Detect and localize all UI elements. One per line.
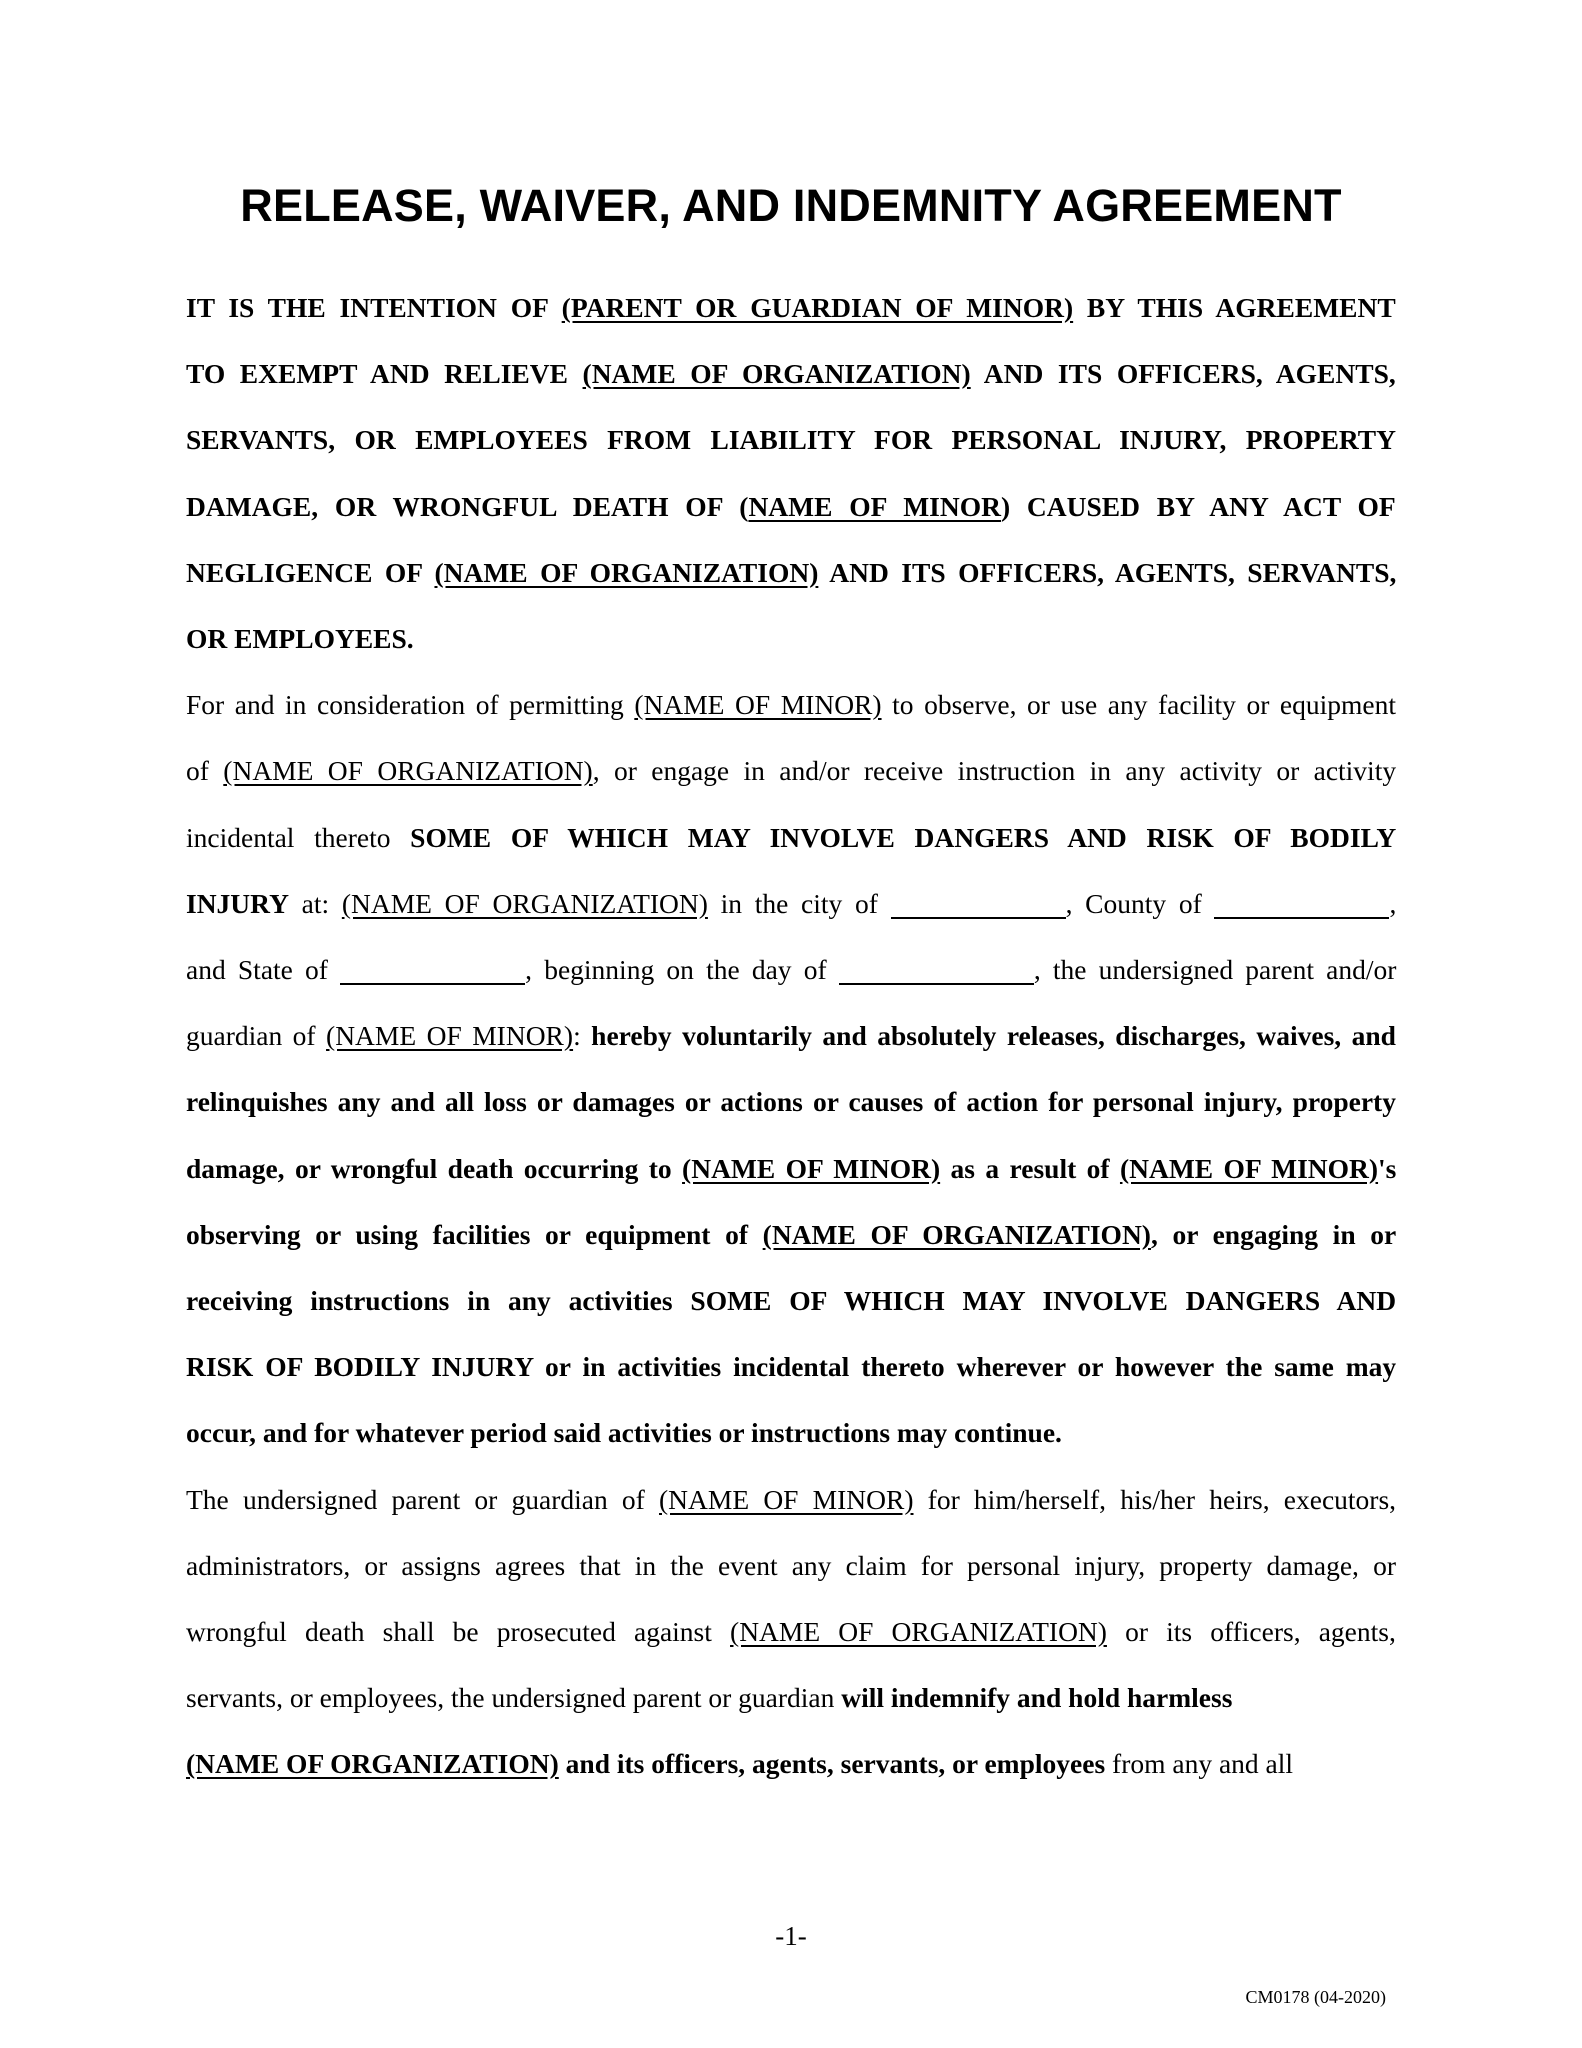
line-text: receiving instructions in any activities SOME OF WHICH MAY INVOLVE DANGERS AND [186, 1285, 1397, 1316]
line-text: RISK OF BODILY INJURY or in activities incidental thereto wherever or however the same may [186, 1351, 1397, 1383]
line-text: to observe, or use any facility or equipment [881, 689, 1397, 721]
line-text: , [1389, 887, 1397, 919]
agreement-line [186, 1347, 1396, 1387]
line-text: hereby voluntarily and absolutely releases, discharges, waives, and [591, 1020, 1396, 1052]
agreement-line [186, 420, 1396, 460]
line-text: and its officers, agents, servants, or employees [558, 1748, 1106, 1780]
line-text: AND ITS OFFICERS, AGENTS, [970, 358, 1396, 390]
line-text: servants, or employees, the undersigned parent or guardian [186, 1682, 842, 1714]
agreement-line [186, 1413, 1396, 1453]
fill-in-blank[interactable] [340, 953, 525, 985]
line-text: guardian of [186, 1020, 327, 1052]
placeholder-field: (NAME OF ORGANIZATION) [186, 1748, 559, 1780]
agreement-line [186, 1215, 1396, 1255]
placeholder-field: (NAME OF MINOR) [634, 689, 882, 721]
form-code: CM0178 (04-2020) [1245, 1987, 1386, 2007]
line-text: as a result of [940, 1152, 1120, 1184]
placeholder-field: (NAME OF MINOR) [1119, 1152, 1379, 1184]
line-text: SERVANTS, OR EMPLOYEES FROM LIABILITY FOR PERSONAL INJURY, PROPERTY [186, 424, 1397, 456]
placeholder-field: (NAME OF MINOR) [682, 1152, 941, 1184]
placeholder-field: (PARENT OR GUARDIAN OF MINOR) [561, 292, 1074, 323]
line-text: of [186, 755, 224, 787]
line-text: , beginning on the day of [525, 954, 839, 985]
placeholder-field: (NAME OF ORGANIZATION) [434, 556, 819, 588]
document-title: RELEASE, WAIVER, AND INDEMNITY AGREEMENT [240, 180, 1342, 231]
line-text: 's [1378, 1152, 1397, 1184]
fill-in-blank[interactable] [1214, 887, 1389, 919]
agreement-line [186, 1546, 1396, 1586]
line-text: from any and all [1105, 1748, 1294, 1780]
line-text: INJURY [186, 887, 289, 919]
line-text: OR EMPLOYEES. [186, 623, 414, 654]
line-text: BY THIS AGREEMENT [1073, 292, 1396, 323]
placeholder-field: (NAME OF ORGANIZATION) [341, 887, 708, 919]
agreement-line [186, 1612, 1396, 1652]
line-text: will indemnify and hold harmless [841, 1682, 1233, 1714]
agreement-line [186, 1082, 1396, 1122]
line-text: , County of [1065, 887, 1215, 919]
line-text: or its officers, agents, [1106, 1616, 1396, 1647]
line-text: damage, or wrongful death occurring to [186, 1152, 683, 1184]
agreement-line [186, 1480, 1396, 1520]
line-text: : [573, 1020, 592, 1052]
placeholder-field: (NAME OF ORGANIZATION) [582, 358, 971, 390]
placeholder-field: (NAME OF ORGANIZATION) [730, 1616, 1107, 1647]
line-text: AND ITS OFFICERS, AGENTS, SERVANTS, [818, 556, 1397, 588]
line-text: incidental thereto [186, 821, 411, 853]
placeholder-field: (NAME OF ORGANIZATION) [762, 1218, 1151, 1250]
line-text: TO EXEMPT AND RELIEVE [186, 358, 583, 390]
agreement-line [186, 619, 1396, 659]
line-text: , or engaging in or [1150, 1218, 1397, 1250]
line-text: IT IS THE INTENTION OF [186, 292, 562, 323]
fill-in-blank[interactable] [839, 953, 1034, 985]
line-text: observing or using facilities or equipment of [186, 1218, 763, 1250]
agreement-line [186, 1149, 1396, 1189]
agreement-line [186, 751, 1396, 791]
line-text: NEGLIGENCE OF [186, 556, 435, 588]
agreement-line [186, 1744, 1396, 1784]
line-text: , the undersigned parent and/or [1033, 954, 1397, 985]
agreement-line [186, 553, 1396, 593]
line-text: in the city of [707, 887, 891, 919]
agreement-line [186, 1016, 1396, 1056]
fill-in-blank[interactable] [891, 887, 1066, 919]
line-text: at: [288, 887, 342, 919]
line-text: The undersigned parent or guardian of [186, 1483, 660, 1515]
line-text: for him/herself, his/her heirs, executors, [913, 1483, 1397, 1515]
line-text: DAMAGE, OR WRONGFUL DEATH OF ( [186, 490, 749, 522]
agreement-line [186, 818, 1396, 858]
agreement-line [186, 685, 1396, 725]
agreement-line [186, 354, 1396, 394]
placeholder-field: (NAME OF ORGANIZATION) [223, 755, 593, 787]
line-text: For and in consideration of permitting [186, 689, 635, 721]
agreement-line [186, 487, 1396, 527]
line-text: wrongful death shall be prosecuted against [186, 1616, 731, 1647]
agreement-line [186, 884, 1396, 924]
agreement-line [186, 288, 1396, 328]
agreement-line [186, 1281, 1396, 1321]
placeholder-field: (NAME OF MINOR) [659, 1483, 914, 1515]
line-text: and State of [186, 954, 341, 985]
line-text: administrators, or assigns agrees that in the event any claim for personal injury, property damage, or [186, 1549, 1396, 1581]
placeholder-field: (NAME OF MINOR) [326, 1020, 574, 1052]
agreement-line [186, 1678, 1396, 1718]
line-text: relinquishes any and all loss or damages or actions or causes of action for personal injury, property [186, 1086, 1396, 1118]
placeholder-field: NAME OF MINOR [748, 490, 1001, 522]
line-text: occur, and for whatever period said activities or instructions may continue. [186, 1417, 1062, 1449]
line-text: ) CAUSED BY ANY ACT OF [1000, 490, 1396, 522]
agreement-line [186, 950, 1396, 990]
line-text: SOME OF WHICH MAY INVOLVE DANGERS AND RISK OF BODILY [410, 821, 1397, 853]
line-text: , or engage in and/or receive instruction in any activity or activity [592, 755, 1397, 787]
page-number: -1- [775, 1921, 807, 1951]
